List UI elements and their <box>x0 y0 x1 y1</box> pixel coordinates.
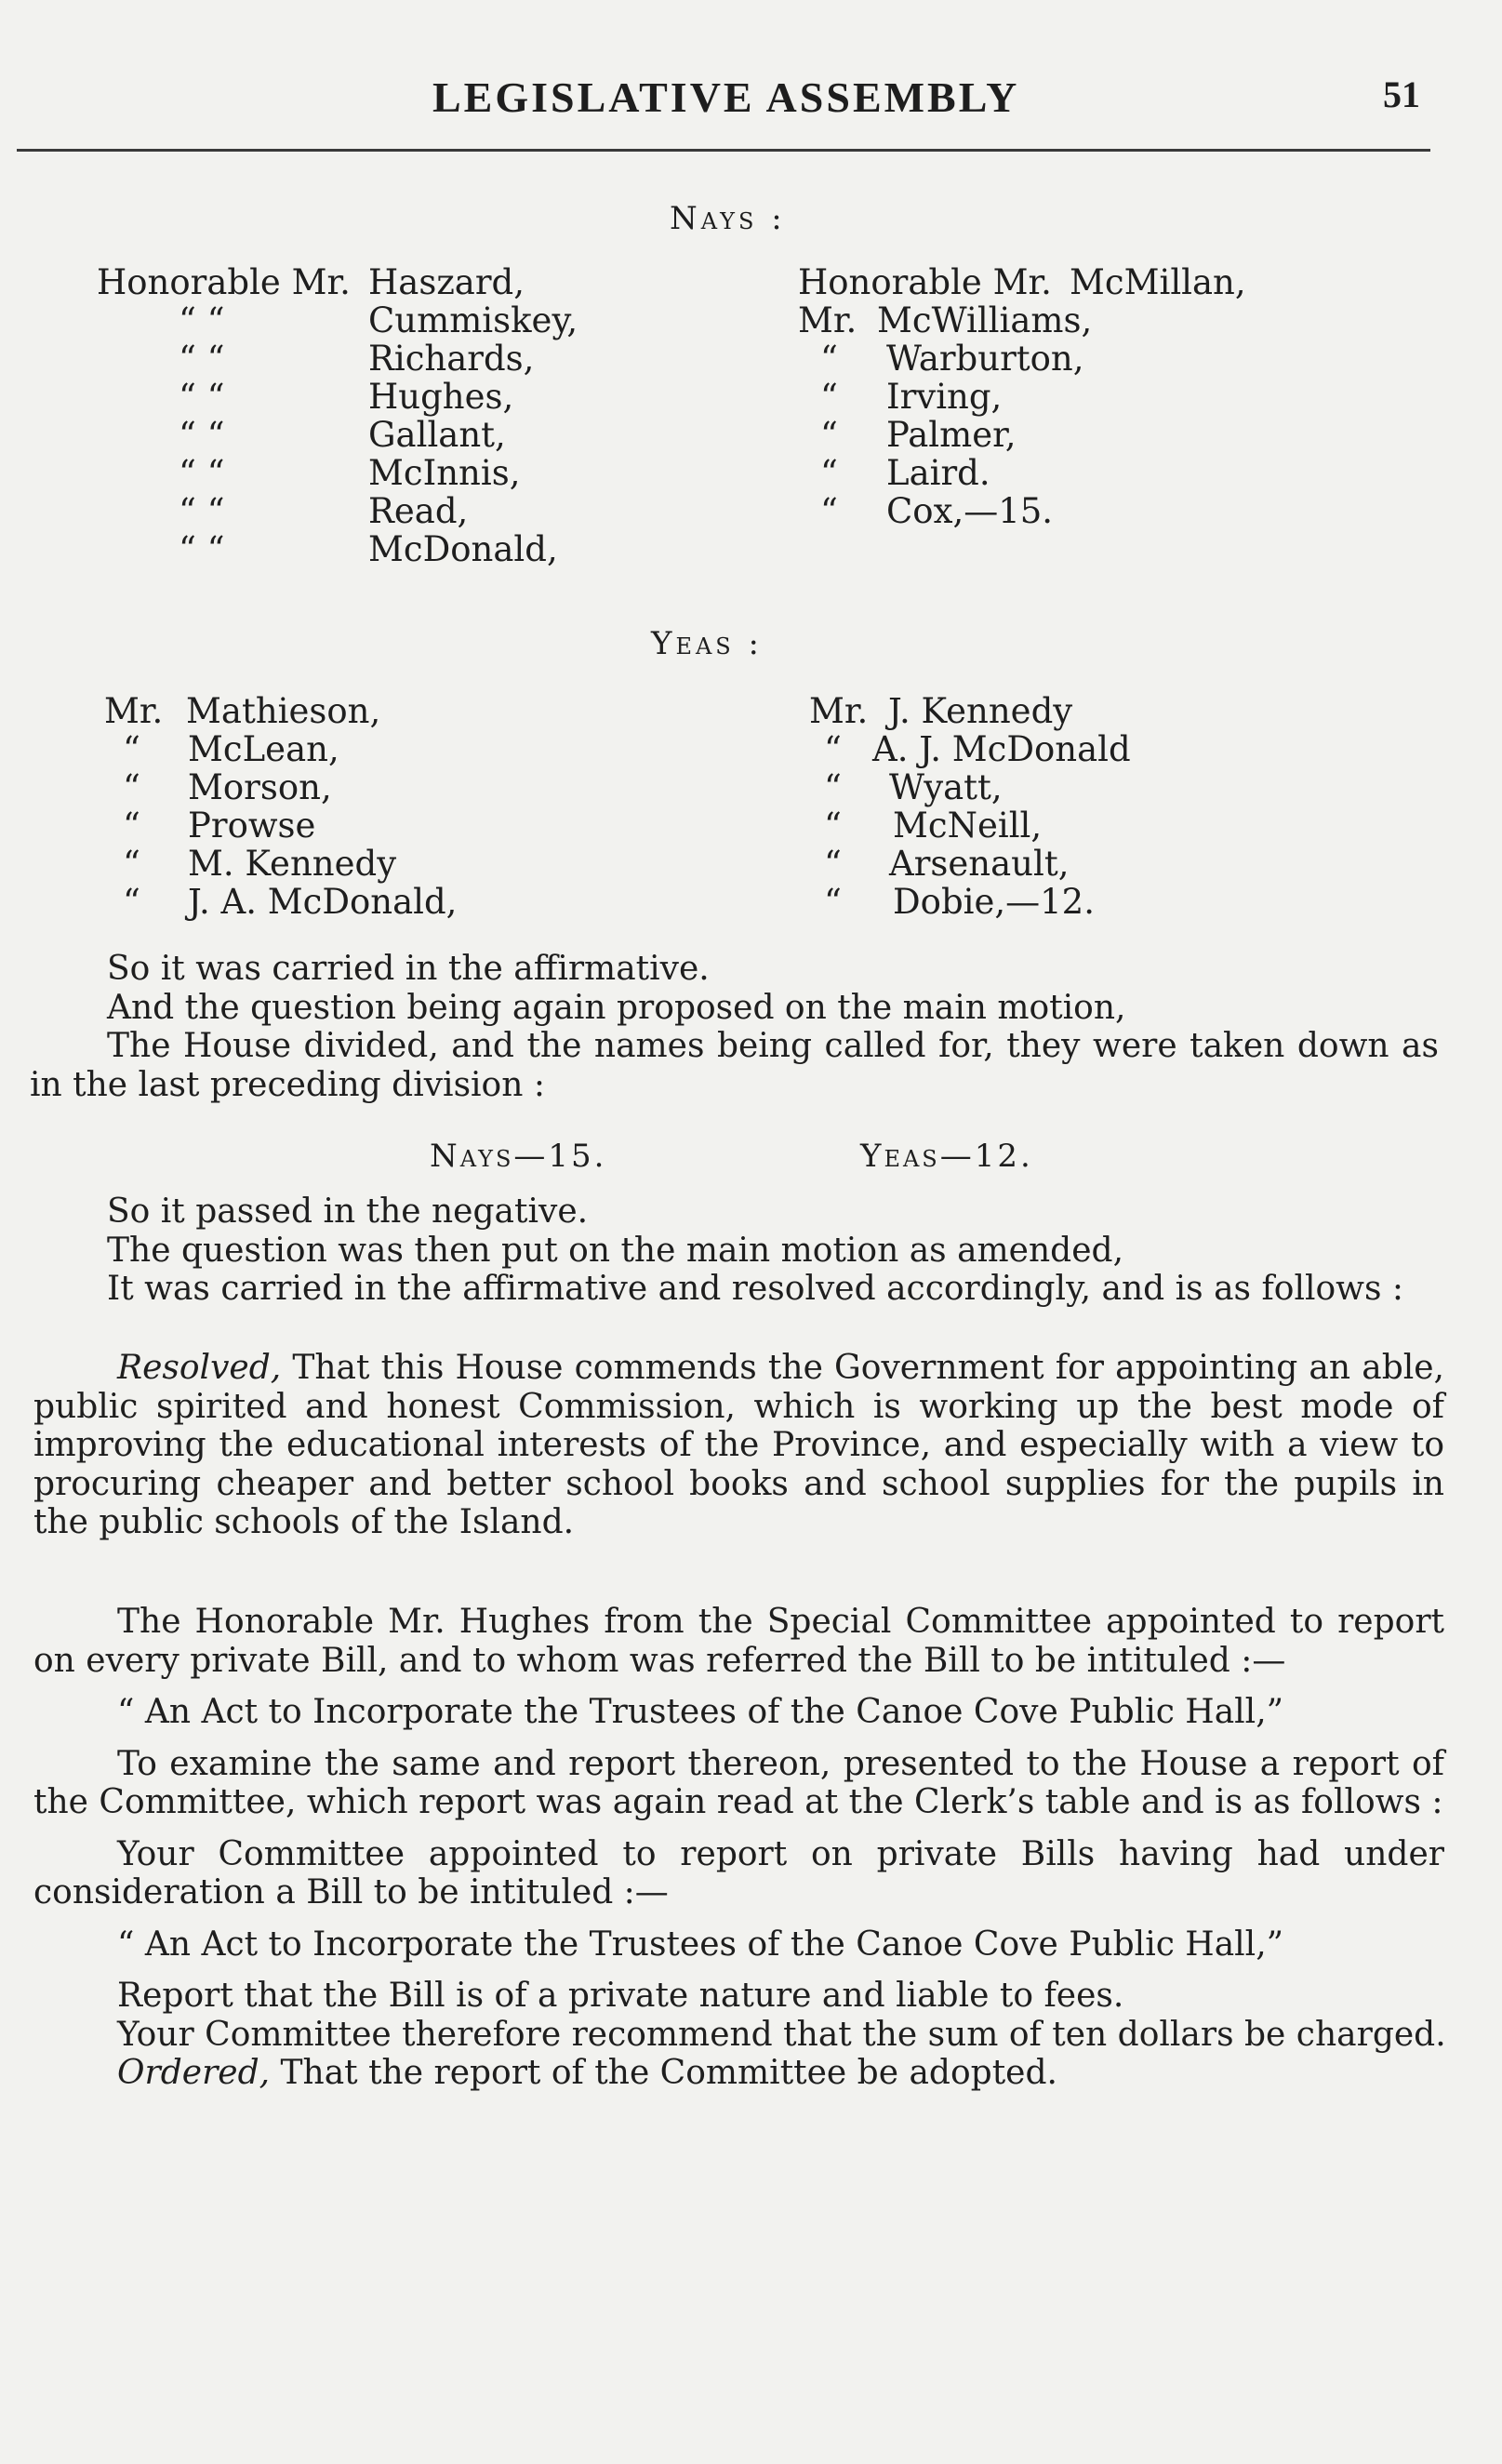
ditto-marks: “ <box>824 844 842 884</box>
ditto-marks: “ <box>123 844 140 884</box>
roll-name: Hughes, <box>368 377 514 417</box>
roll-name: McWilliams, <box>877 300 1093 340</box>
roll-name: Morson, <box>188 767 332 807</box>
ditto-marks: “ <box>123 806 140 846</box>
yeas-tally: Yeas—12. <box>860 1138 1033 1175</box>
resolved-lead: Resolved, <box>117 1349 282 1387</box>
paragraph: Your Committee therefore recommend that the sum of ten dollars be charged. <box>117 2015 1446 2054</box>
ditto-marks: “ <box>123 882 140 922</box>
ditto-marks: “ <box>820 339 838 379</box>
ditto-marks: “ “ <box>179 529 225 569</box>
paragraph: To examine the same and report thereon, presented to the House a report of the Committee, which report was again read at the Clerk’s table and is as follows : <box>33 1744 1444 1821</box>
ordered-text: That the report of the Committee be adopted. <box>270 2054 1057 2092</box>
paragraph: The question was then put on the main motion as amended, <box>107 1231 1124 1270</box>
roll-name: Mathieson, <box>186 691 381 731</box>
paragraph: So it passed in the negative. <box>107 1192 589 1231</box>
body-section-1 <box>0 950 1502 1104</box>
roll-name: Laird. <box>886 453 990 493</box>
body-section-2 <box>0 1192 1502 1309</box>
committee-section <box>0 1603 1502 2093</box>
roll-prefix: Mr. <box>104 691 164 731</box>
resolution-text: That this House commends the Government for appointing an able, public spirited and honest Commission, which is working up the best mode of improving the educational interests of the Province, and especially with a view to procuring cheaper and better school books and school supplies for the pupils in the public schools of the Island. <box>33 1349 1444 1541</box>
roll-name: M. Kennedy <box>188 844 397 884</box>
roll-name: Richards, <box>368 339 535 379</box>
roll-name: Warburton, <box>886 339 1084 379</box>
resolution-section <box>0 1349 1502 1542</box>
ditto-marks: “ “ <box>179 453 225 493</box>
paragraph: It was carried in the affirmative and resolved accordingly, and is as follows : <box>107 1270 1404 1308</box>
ditto-marks: “ “ <box>179 491 225 531</box>
roll-name: Prowse <box>188 806 316 846</box>
ditto-marks: “ “ <box>179 339 225 379</box>
ordered-lead: Ordered, <box>117 2054 271 2092</box>
paragraph: Your Committee appointed to report on private Bills having had under consideration a Bill to be intituled :— <box>33 1834 1444 1911</box>
roll-name: Read, <box>368 491 469 531</box>
paragraph: And the question being again proposed on the main motion, <box>107 988 1126 1027</box>
paragraph: The House divided, and the names being called for, they were taken down as in the last preceding division : <box>30 1027 1439 1104</box>
bill-title: “ An Act to Incorporate the Trustees of the Canoe Cove Public Hall,” <box>117 1693 1284 1731</box>
roll-prefix: Mr. <box>798 300 857 340</box>
ditto-marks: “ <box>820 377 838 417</box>
ditto-marks: “ <box>123 729 140 769</box>
ditto-marks: “ “ <box>179 377 225 417</box>
ordered-paragraph <box>0 2054 1502 2093</box>
roll-prefix: Mr. <box>809 691 869 731</box>
roll-name: McLean, <box>188 729 339 769</box>
roll-name: A. J. McDonald <box>872 729 1131 769</box>
page-number: 51 <box>1383 73 1420 115</box>
ditto-marks: “ <box>820 453 838 493</box>
roll-name: J. A. McDonald, <box>188 882 458 922</box>
roll-name: Haszard, <box>368 262 525 302</box>
roll-name: Irving, <box>886 377 1003 417</box>
roll-prefix: Honorable Mr. <box>798 262 1052 302</box>
ditto-marks: “ <box>824 767 842 807</box>
roll-name: McDonald, <box>368 529 558 569</box>
bill-title: “ An Act to Incorporate the Trustees of the Canoe Cove Public Hall,” <box>117 1925 1284 1964</box>
paragraph: Report that the Bill is of a private nature and liable to fees. <box>117 1977 1124 2015</box>
roll-name: Arsenault, <box>889 844 1070 884</box>
ditto-marks: “ <box>824 806 842 846</box>
roll-name: Wyatt, <box>889 767 1003 807</box>
paragraph: The Honorable Mr. Hughes from the Special Committee appointed to report on every private Bill, and to whom was referred the Bill to be intituled :— <box>33 1603 1444 1680</box>
roll-prefix: Honorable Mr. <box>97 262 351 302</box>
roll-name: Cox,—15. <box>886 491 1054 531</box>
roll-name: McNeill, <box>893 806 1043 846</box>
ditto-marks: “ <box>824 882 842 922</box>
roll-name: McInnis, <box>368 453 521 493</box>
yeas-heading: Yeas : <box>651 625 764 662</box>
ditto-marks: “ <box>820 415 838 455</box>
paragraph: So it was carried in the affirmative. <box>107 950 710 988</box>
roll-name: McMillan, <box>1070 262 1246 302</box>
running-title: LEGISLATIVE ASSEMBLY <box>432 73 1020 121</box>
ditto-marks: “ “ <box>179 300 225 340</box>
ditto-marks: “ <box>820 491 838 531</box>
roll-name: Gallant, <box>368 415 506 455</box>
roll-name: Cummiskey, <box>368 300 578 340</box>
nays-tally: Nays—15. <box>430 1138 607 1175</box>
nays-heading: Nays : <box>670 200 786 237</box>
ditto-marks: “ “ <box>179 415 225 455</box>
roll-name: J. Kennedy <box>888 691 1073 731</box>
ditto-marks: “ <box>123 767 140 807</box>
header-rule <box>17 149 1430 152</box>
roll-name: Dobie,—12. <box>893 882 1095 922</box>
page-header <box>0 73 1502 128</box>
resolution-paragraph <box>0 1349 1502 1542</box>
roll-name: Palmer, <box>886 415 1017 455</box>
ditto-marks: “ <box>824 729 842 769</box>
